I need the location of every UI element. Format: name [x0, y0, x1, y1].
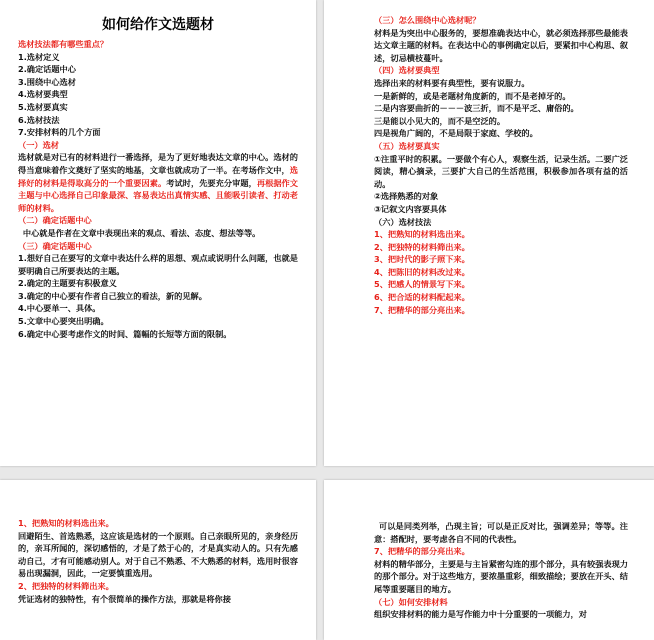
section-heading: （二）确定话题中心: [18, 215, 92, 226]
list-item: 选择出来的材料要有典型性，要有说服力。: [374, 77, 530, 88]
list-item: 3.围绕中心选材: [18, 76, 76, 87]
paragraph: 组织安排材料的能力是写作能力中十分重要的一项能力，对: [374, 609, 587, 620]
document-page-3: [0, 480, 316, 640]
list-item: 1.想好自己在要写的文章中表达什么样的思想、观点或说明什么问题，也就是要明确自己所要表达的主题。: [18, 253, 298, 276]
list-item: 三是能以小见大的，而不是空泛的。: [374, 115, 506, 126]
paragraph-text: 考试时，先要充分审题，: [166, 177, 257, 188]
section-heading: （三）怎么围绕中心选材呢？: [374, 15, 481, 25]
list-item: 一是新鲜的，或是老题材角度新的，而不是老掉牙的。: [374, 90, 571, 101]
section-heading: （四）选材要典型: [374, 65, 440, 76]
list-item: ①注重平时的积累。一要做个有心人，观察生活，记录生活。二要广泛阅读，精心摘录，三要扩大自己的生活范围，积极参加各项有益的活动。: [374, 153, 628, 189]
page-title: 如何给作文选题材: [102, 17, 214, 33]
list-item: 3、把时代的影子照下来。: [374, 254, 470, 265]
list-item: 二是内容要曲折的－－－波三折，而不是平乏、庸俗的。: [374, 103, 579, 114]
list-item: 6.确定中心要考虑作文的时间、篇幅的长短等方面的限制。: [18, 328, 232, 339]
list-item: 5.选材要真实: [18, 101, 68, 112]
document-page-2: [324, 0, 654, 466]
list-item: 2.确定的主题要有积极意义: [18, 278, 117, 289]
subtitle: 选材技法都有哪些重点？: [18, 39, 109, 49]
list-item: 3.确定的中心要有作者自己独立的看法，新的见解。: [18, 290, 207, 301]
document-page-1: [0, 0, 316, 466]
section-heading: 2、把独特的材料筛出来。: [18, 580, 114, 591]
list-item: 四是视角广阔的，不是局限于家庭、学校的。: [374, 128, 538, 139]
section-heading: 1、把熟知的材料选出来。: [18, 518, 114, 528]
paragraph: 材料是为突出中心服务的，要想准确表达中心，就必须选择那些最能表达文章主题的材料。在表达中心的事例确定以后，要紧扣中心构思、叙述，切忌横枝蔓叶。: [374, 27, 628, 63]
list-item: 2.确定话题中心: [18, 64, 76, 75]
paragraph-text: 选材就是对已有的材料进行一番选择，是为了更好地表达文章的中心。选材的得当意味着作文奠好了坚实的地基，文章也就成功了一半。在考场作文中，: [18, 152, 298, 175]
list-item: 1.选材定义: [18, 51, 60, 62]
list-item: 6、把合适的材料配起来。: [374, 292, 470, 303]
list-item: ②选择熟悉的对象: [374, 191, 439, 202]
list-item: 1、把熟知的材料选出来。: [374, 229, 470, 240]
paragraph: 凭证选材的独特性，有个很简单的操作方法，那就是将你接: [18, 593, 231, 604]
paragraph: 材料的精华部分，主要是与主旨紧密勾连的那个部分，具有较强表现力的那个部分。对于这些地方，要浓墨重彩，细致描绘；要放在开头、结尾等重要题目的地方。: [374, 558, 628, 594]
list-item: 5、把感人的情景写下来。: [374, 279, 470, 290]
paragraph: 回避陌生、首选熟悉，这应该是选材的一个原则。自己亲眼所见的，亲身经历的，亲耳所闻的，深切感悟的，才是了然于心的，才是真实动人的。只有先感动自己，才有可能感动别人。对于自己不熟悉、不大熟悉的材料，选用时很容易出现漏洞，因此，一定要慎重选用。: [18, 530, 298, 579]
section-heading: （三）确定话题中心: [18, 240, 92, 251]
list-item: 4.中心要单一、具体。: [18, 303, 101, 314]
section-heading: （七）如何安排材料: [374, 596, 448, 607]
highlight-text: 选择好的材料是得取高分的一个重要因素。: [18, 164, 298, 188]
section-heading: （六）选材技法: [374, 216, 432, 227]
document-page-4: [324, 480, 654, 640]
list-item: 7、把精华的部分亮出来。: [374, 304, 470, 315]
list-item: ③记叙文内容要具体: [374, 203, 447, 214]
section-heading: 7、把精华的部分亮出来。: [374, 546, 470, 557]
section-heading: （五）选材要真实: [374, 140, 440, 151]
list-item: 4、把陈旧的材料改过来。: [374, 266, 470, 277]
paragraph: 中心就是作者在文章中表现出来的观点、看法、态度、想法等等。: [22, 227, 261, 238]
list-item: 7.安排材料的几个方面: [18, 127, 101, 138]
highlight-text: 再根据作文主题与中心选择自己印象最深、容易表达出真情实感、且能吸引读者、打动老师的材料。: [18, 177, 298, 213]
paragraph: 可以是同类列举，凸现主旨；可以是正反对比，强调差异；等等。注意：搭配时，要考虑各自不同的代表性。: [374, 521, 628, 544]
list-item: 4.选材要典型: [18, 89, 68, 100]
list-item: 5.文章中心要突出明确。: [18, 316, 109, 327]
list-item: 6.选材技法: [18, 114, 60, 125]
paragraph: [18, 151, 298, 214]
list-item: 2、把独特的材料筛出来。: [374, 241, 470, 252]
section-heading: （一）选材: [18, 139, 59, 150]
